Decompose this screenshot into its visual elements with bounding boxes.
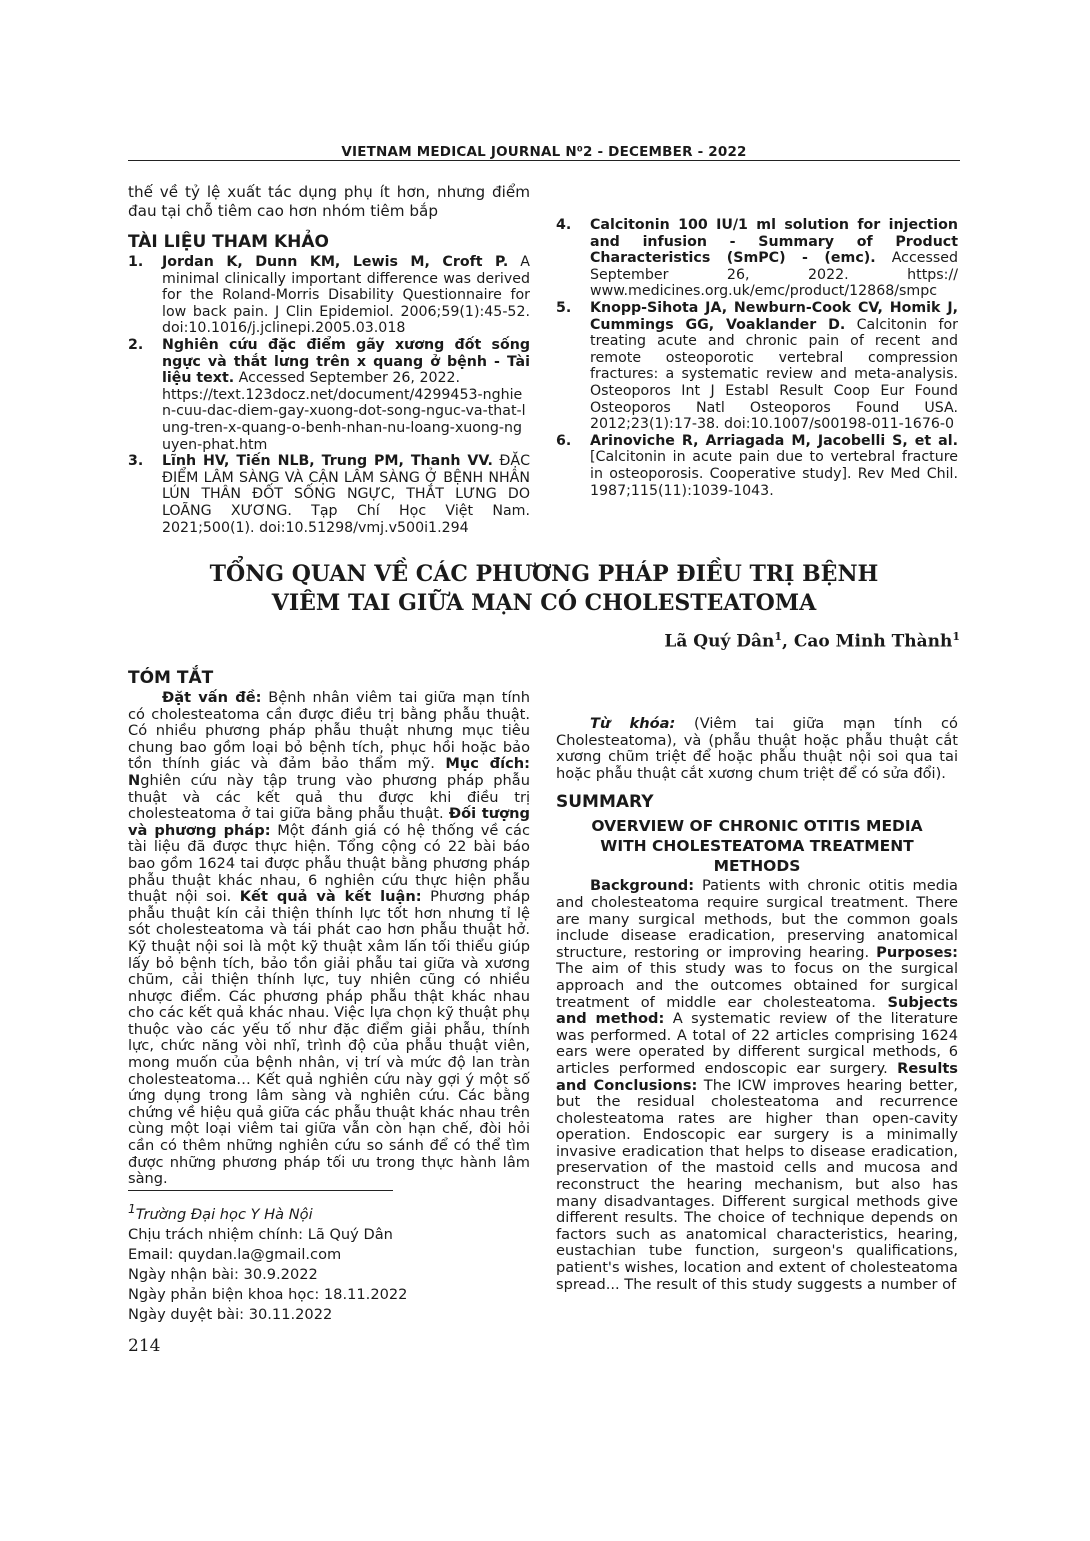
- reference-number: 4.: [556, 217, 572, 233]
- abstract-en-column: [556, 666, 958, 1293]
- reference-text: Accessed September 26, 2022.: [234, 370, 461, 387]
- reference-list-right: [556, 217, 958, 499]
- reference-item: [556, 433, 958, 499]
- journal-header: VIETNAM MEDICAL JOURNAL N⁰2 - DECEMBER - 2022: [341, 144, 747, 160]
- summary-text: The aim of this study was to focus on the surgical approach and the outcomes obtained for surgical treatment of middle ear cholesteatoma.: [556, 960, 958, 1011]
- reference-item: [556, 217, 958, 300]
- footnote-email: Email: quydan.la@gmail.com: [128, 1245, 342, 1263]
- reference-authors: Calcitonin 100 IU/1 ml solution for injection and infusion - Summary of Product Characteristics (SmPC) - (emc).: [590, 217, 958, 267]
- summary-text: The ICW improves hearing better, but the residual cholesteatoma and recurrence cholesteatoma rates are higher than open-cavity operation. Endoscopic ear surgery is a minimally invasive eradication that helps to disease eradication, preservation of the mastoid cells and mucosa and reconstruct the hearing mechanism, but also has many disadvantages. Different surgical methods give different results. The choice of technique depends on factors such as anatomical characteristics, hearing, eustachian tube function, surgeon's qualifications, patient's wishes, location and extent of cholesteatoma spread... The result of this study suggests a number of: [556, 1076, 958, 1293]
- reference-list-left: [128, 254, 530, 536]
- header-rule: [128, 160, 960, 161]
- reference-number: 6.: [556, 432, 572, 449]
- reference-text: [Calcitonin in acute pain due to vertebral fracture in osteoporosis. Cooperative study]. Rev Med Chil. 1987;115(11):1039-1043.: [590, 449, 958, 499]
- prev-left-column: [128, 183, 530, 536]
- reference-text: ĐẶC ĐIỂM LÂM SÀNG VÀ CẬN LÂM SÀNG Ở BỆNH NHÂN LÚN THÂN ĐỐT SỐNG NGỰC, THẮT LƯNG DO LOÃNG XƯƠNG. Tạp Chí Học Việt Nam. 2021;500(1). doi:10.51298/vmj.v500i1.294: [162, 453, 531, 536]
- abstract-text: Một đánh giá có hệ thống về các tài liệu đã được thực hiện. Tổng cộng có 22 bài báo bao gồm 1624 tai được phẫu thuật bằng phương pháp phẫu thuật khác nhau, 6 nghiên cứu thực hiện phẫu thuật nội soi.: [128, 821, 530, 906]
- footnote-rule: [128, 1190, 393, 1191]
- article-title: [128, 560, 960, 618]
- summary-label: Results and Conclusions:: [556, 1059, 958, 1094]
- abstract-label: Đặt vấn đề:: [162, 689, 262, 706]
- abstract-text: ghiên cứu này tập trung vào phương pháp phẫu thuật và các kết quả thu được khi điều trị cholesteatoma ở tai giữa bằng phẫu thuật.: [128, 771, 530, 823]
- author-separator: ,: [782, 631, 794, 652]
- english-title: [556, 816, 958, 876]
- reference-item: [128, 337, 530, 453]
- references-heading: TÀI LIỆU THAM KHẢO: [128, 232, 329, 252]
- reference-number: 2.: [128, 336, 144, 353]
- reference-authors: Knopp-Sihota JA, Newburn-Cook CV, Homik J, Cummings GG, Voaklander D.: [590, 299, 958, 333]
- reference-text: Accessed September 26, 2022. https:// www.medicines.org.uk/emc/product/12868/smpc: [590, 250, 958, 300]
- abstract-heading: TÓM TẮT: [128, 668, 214, 688]
- abstract-label: Kết quả và kết luận:: [239, 888, 422, 906]
- abstract-vn-column: [128, 668, 530, 1188]
- english-title-line1: OVERVIEW OF CHRONIC OTITIS MEDIA: [591, 817, 923, 836]
- footnote-received: Ngày nhận bài: 30.9.2022: [128, 1265, 318, 1283]
- article-authors: [664, 630, 960, 652]
- abstract-text: Bệnh nhân viêm tai giữa mạn tính có cholesteatoma cần được điều trị bằng phẫu thuật. Có nhiều phương pháp phẫu thuật nhưng mục tiêu chung bao gồm loại bỏ bệnh tích, phục hồi hoặc bảo tồn thính giác và đảm bảo thẩm mỹ.: [128, 689, 531, 773]
- author-affiliation-mark: 1: [952, 630, 960, 643]
- reference-authors: Nghiên cứu đặc điểm gãy xương đốt sống ngực và thắt lưng trên x quang ở bệnh - Tài liệu text.: [162, 336, 530, 387]
- prev-tail-text: thế về tỷ lệ xuất tác dụng phụ ít hơn, nhưng điểm đau tại chỗ tiêm cao hơn nhóm tiêm bắp: [128, 183, 530, 220]
- keywords-paragraph: [556, 716, 958, 782]
- footnote-affiliation-text: Trường Đại học Y Hà Nội: [135, 1205, 313, 1223]
- summary-text: Patients with chronic otitis media and cholesteatoma require surgical treatment. There are many surgical methods, but the common goals include disease eradication, preserving anatomical structure, restoring or improving hearing.: [556, 877, 958, 961]
- article-title-line2: VIÊM TAI GIỮA MẠN CÓ CHOLESTEATOMA: [271, 590, 817, 616]
- summary-text: A systematic review of the literature was performed. A total of 22 articles comprising 1624 ears were operated by different surgical methods, 6 articles performed endoscopic ear surgery.: [556, 1010, 958, 1077]
- article-title-line1: TỔNG QUAN VỀ CÁC PHƯƠNG PHÁP ĐIỀU TRỊ BỆNH: [209, 561, 879, 587]
- summary-heading: SUMMARY: [556, 792, 654, 813]
- footnote-responsible: Chịu trách nhiệm chính: Lã Quý Dân: [128, 1225, 393, 1243]
- reference-authors: Lĩnh HV, Tiến NLB, Trung PM, Thanh VV.: [162, 453, 493, 470]
- reference-item: [128, 254, 530, 337]
- abstract-label: Đối tượng và phương pháp:: [128, 805, 530, 839]
- prev-right-column: [556, 217, 958, 499]
- author-name: Lã Quý Dân: [664, 631, 775, 652]
- abstract-label: N: [128, 771, 141, 789]
- author-name: Cao Minh Thành: [793, 631, 953, 652]
- abstract-text: Phương pháp phẫu thuật kín cải thiện thính lực tốt hơn nhưng tỉ lệ sót cholesteatoma và tái phát cao hơn phẫu thuật hở. Kỹ thuật nội soi là một kỹ thuật xâm lấn tối thiểu giúp lấy bỏ bệnh tích, bảo tồn giải phẫu tai giữa và xương chũm, cải thiện thính lực, tuy nhiên cũng có nhiều nhược điểm. Các phương pháp phẫu thật khác nhau cho các kết quả khác nhau. Việc lựa chọn kỹ thuật phụ thuộc vào các yếu tố như đặc điểm giải phẫu, thính lực, chức năng vòi nhĩ, trình độ của phẫu thuật viên, mong muốn của bệnh nhân, vị trí và mức độ lan tràn cholesteatoma… Kết quả nghiên cứu này gợi ý một số ứng dụng trong lâm sàng và nghiên cứu. Các bằng chứng về hiệu quả giữa các phẫu thuật khác nhau trên cùng một loại viêm tai giữa vẫn còn hạn chế, đòi hỏi cần có thêm những nghiên cứu so sánh để có thể tìm được những phương pháp tối ưu trong thực hành lâm sàng.: [128, 888, 530, 1188]
- keywords-text: (Viêm tai giữa mạn tính có Cholesteatoma), và (phẫu thuật hoặc phẫu thuật cắt xương chũm triệt để hoặc phẫu thuật nội soi qua tai hoặc phẫu thuật cắt xương chum triệt để có sửa đổi).: [556, 715, 958, 782]
- reference-item: [128, 453, 530, 536]
- reference-text: A minimal clinically important difference was derived for the Roland-Morris Disability Questionnaire for low back pain. J Clin Epidemiol. 2006;59(1):45-52. doi:10.1016/j.jclinepi.2005.03.018: [162, 254, 530, 337]
- reference-authors: Arinoviche R, Arriagada M, Jacobelli S, et al.: [590, 432, 958, 449]
- keywords-label: Từ khóa:: [590, 715, 676, 732]
- reference-number: 1.: [128, 254, 144, 270]
- english-title-line2: WITH CHOLESTEATOMA TREATMENT METHODS: [600, 837, 914, 876]
- abstract-paragraph: [128, 690, 530, 1188]
- reference-authors: Jordan K, Dunn KM, Lewis M, Croft P.: [162, 254, 509, 270]
- page-number: 214: [128, 1336, 161, 1356]
- summary-label: Subjects and method:: [556, 993, 958, 1028]
- footnote-mark: 1: [128, 1202, 136, 1216]
- reference-number: 5.: [556, 299, 572, 316]
- author-affiliation-mark: 1: [774, 630, 783, 643]
- reference-url[interactable]: https://text.123docz.net/document/4299453-nghien-cuu-dac-diem-gay-xuong-dot-song-nguc-va-that-lung-tren-x-quang-o-benh-nhan-nu-loang-xuong-nguyen-phat.htm: [162, 386, 526, 453]
- summary-paragraph: [556, 878, 958, 1293]
- reference-number: 3.: [128, 453, 144, 470]
- reference-item: [556, 300, 958, 433]
- footnote-affiliation: [128, 1199, 407, 1225]
- summary-label: Purposes:: [876, 943, 958, 961]
- footnote-reviewed: Ngày phản biện khoa học: 18.11.2022: [128, 1285, 408, 1303]
- footnote: [128, 1199, 407, 1325]
- abstract-label: Mục đích:: [445, 755, 530, 773]
- footnote-accepted: Ngày duyệt bài: 30.11.2022: [128, 1305, 333, 1323]
- summary-label: Background:: [590, 877, 695, 895]
- reference-text: Calcitonin for treating acute and chronic pain of recent and remote osteoporotic vertebral compression fractures: a systematic review and meta-analysis. Osteoporos Int J Establ Result Coop Eur Found Osteoporos Natl Osteoporos Found USA. 2012;23(1):17-38. doi:10.1007/s00198-011-1676-0: [590, 316, 959, 433]
